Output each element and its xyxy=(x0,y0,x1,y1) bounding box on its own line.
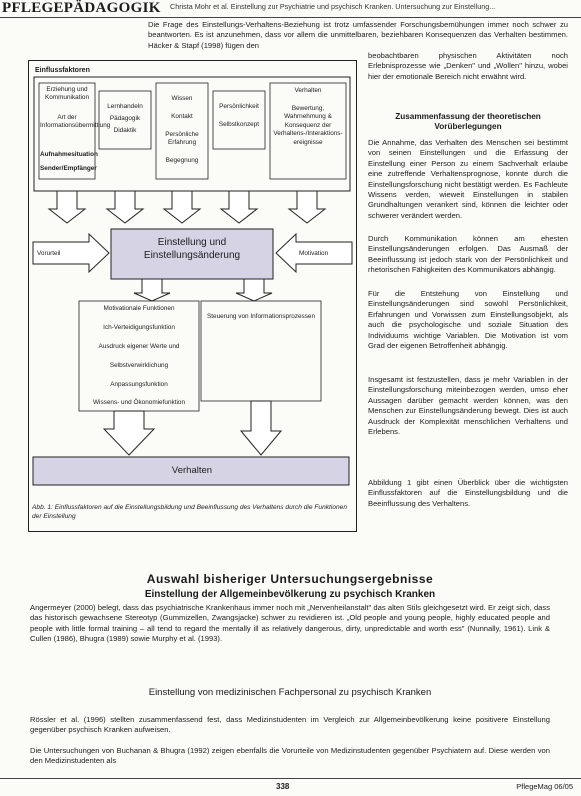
function-item: Anpassungsfunktion xyxy=(110,381,168,388)
factor-box-2-item: Pädagogik xyxy=(109,115,141,122)
factor-box-1-item: Erziehung und Kommunikation xyxy=(44,86,90,102)
summary-heading: Zusammenfassung der theoretischen Vorüberlegungen xyxy=(395,112,541,131)
factor-box-3-item: Kontakt xyxy=(171,113,193,120)
figure-title: Einflussfaktoren xyxy=(35,67,90,74)
factor-box-1-item: Art der Informationsübermittlung xyxy=(40,114,111,130)
subsection-text: Die Untersuchungen von Buchanan & Bhugra (1992) zeigen ebenfalls die Vorurteile von Medizinstudenten gegenüber Psychiatern auf. Diese werden von den Medizinstudenten als xyxy=(30,746,550,766)
footer-source: PflegeMag 06/05 xyxy=(516,782,573,791)
right-arrow-label: Motivation xyxy=(299,250,329,257)
intro-text-right: beobachtbaren physischen Aktivitäten noch Erlebnisprozesse wie „Denken" und „Wollen" hinzu, wobei hier der emotionale Bereich nicht erwähnt wird. xyxy=(368,51,568,81)
summary-paragraph: Die Annahme, das Verhalten des Menschen sei bestimmt von seinen Einstellungen und die Erfassung der Einstellung einer Person zu einem Sachverhalt erlaube eine zutreffende Verhaltensprognose, konnte durch die Einstellungsforschung nicht bestätigt werden. Es Fachleute Wissens verden, wieweit Einstellungen in stabilen Grundhaltungen verankert sind, können die leichter oder schwerer verändert werden. xyxy=(368,138,568,220)
function-item: Wissens- und Ökonomiefunktion xyxy=(93,399,185,406)
factor-box-2-item: Didaktik xyxy=(113,127,137,134)
factor-box-3-item: Begegnung xyxy=(165,157,199,164)
factor-box-5-item: Bewertung, Wahrnehmung & Konsequenz der Verhaltens-/Interaktions-ereignisse xyxy=(273,105,343,146)
factor-box-3-item: Wissen xyxy=(171,95,193,102)
summary-paragraph: Insgesamt ist festzustellen, dass je mehr Variablen in der Einstellungsforschung miteinbezogen werden, umso eher Aussagen darüber gemacht werden können, was den Menschen zur Einstellungsänderung bewegt. Dies ist auch Ausdruck der Komplexität menschlichen Verhaltens und Erlebens. xyxy=(368,375,568,437)
subsection-title: Einstellung der Allgemeinbevölkerung zu psychisch Kranken xyxy=(144,589,436,600)
page-footer xyxy=(0,778,581,796)
page-number: 338 xyxy=(276,782,290,791)
summary-paragraph: Abbildung 1 gibt einen Überblick über die wichtigsten Einflussfaktoren auf die Einstellungsbildung und die Beeinflussung des Verhaltens. xyxy=(368,478,568,508)
factor-box-5-item: Verhalten xyxy=(294,87,322,94)
subsection-text: Rössler et al. (1996) stellten zusammenfassend fest, dass Medizinstudenten im Vergleich zur Allgemeinbevölkerung keine positivere Einstellung gegenüber psychisch Kranken aufweisen. xyxy=(30,715,550,735)
function-item: Ausdruck eigener Werte und xyxy=(98,343,180,350)
factor-box-3-item: Persönliche Erfahrung xyxy=(165,131,199,147)
function-item: Ich-Verteidigungsfunktion xyxy=(103,324,175,331)
functions-title: Motivationale Funktionen xyxy=(103,305,175,312)
subsection-text: Angermeyer (2000) belegt, dass das psychiatrische Krankenhaus immer noch mit „Nervenheilanstalt" das alten Stils gleichgesetzt wird. Er zeigt sich, dass das historisch gewachsene Stereotyp (Gummizellen, Zwangsjacke) schwer zu revidieren ist. „Old people and young people, highly educated people and people with little formal training – all tend to regard the mentally ill as relatively dangerous, dirty, unpredictable and worth ess" (Nunnally, 1961). Link & Cullen (1986), Bhugra (1989) sowie Murphy et al. (1993). xyxy=(30,603,550,644)
figure-caption: Abb. 1: Einflussfaktoren auf die Einstellungsbildung und Beeinflussung des Verhaltens durch die Funktionen der Einstellung xyxy=(32,504,347,520)
center-concept: Einstellung und Einstellungsänderung xyxy=(143,237,241,261)
function-item: Selbstverwirklichung xyxy=(109,362,169,369)
behavior-label: Verhalten xyxy=(171,465,213,476)
page-header xyxy=(0,0,581,18)
section-title: Auswahl bisheriger Untersuchungsergebnisse xyxy=(146,572,434,586)
factor-box-2-item: Lernhandeln xyxy=(107,103,143,110)
factor-box-1-item: Aufnahmesituation xyxy=(40,151,98,158)
factor-box-4-item: Persönlichkeit xyxy=(219,103,259,110)
figure-influence-factors xyxy=(28,60,357,532)
factor-box-1-item: Sender/Empfänger xyxy=(40,165,97,172)
running-title: Christa Mohr et al. Einstellung zur Psychiatrie und psychisch Kranken. Untersuchung zur Einstellung... xyxy=(170,2,496,11)
subsection-title: Einstellung von medizinischen Fachpersonal zu psychisch Kranken xyxy=(148,687,432,698)
summary-paragraph: Durch Kommunikation können am ehesten Einstellungsänderungen erfolgen. Das Ausmaß der Beeinflussung ist jedoch stark von der Persönlichkeit und rhetorischen Fähigkeiten des Kommunikators abhängig. xyxy=(368,234,568,275)
journal-brand: PFLEGEPÄDAGOGIK xyxy=(2,0,161,16)
factor-box-4-item: Selbstkonzept xyxy=(218,121,260,128)
intro-text: Die Frage des Einstellungs-Verhaltens-Beziehung ist trotz umfassender Forschungsbemühungen immer noch schwer zu beantworten. Es ist anzunehmen, dass vor allem die unmittelbaren, beziehbaren Konsequenzen das Verhalten bestimmen. Häcker & Stapf (1998) fügen den xyxy=(148,20,568,50)
summary-paragraph: Für die Entstehung von Einstellung und Einstellungsänderungen sind sowohl Persönlichkeit, Erfahrungen und Vorwissen zum Einstellungsobjekt, als auch die psychologische und soziale Situation des Individuums wichtige Variablen. Die Motivation ist vom Grad der eigenen Betroffenheit abhängig. xyxy=(368,289,568,351)
steering-label: Steuerung von Informationsprozessen xyxy=(207,313,315,320)
left-arrow-label: Vorurteil xyxy=(37,250,61,257)
